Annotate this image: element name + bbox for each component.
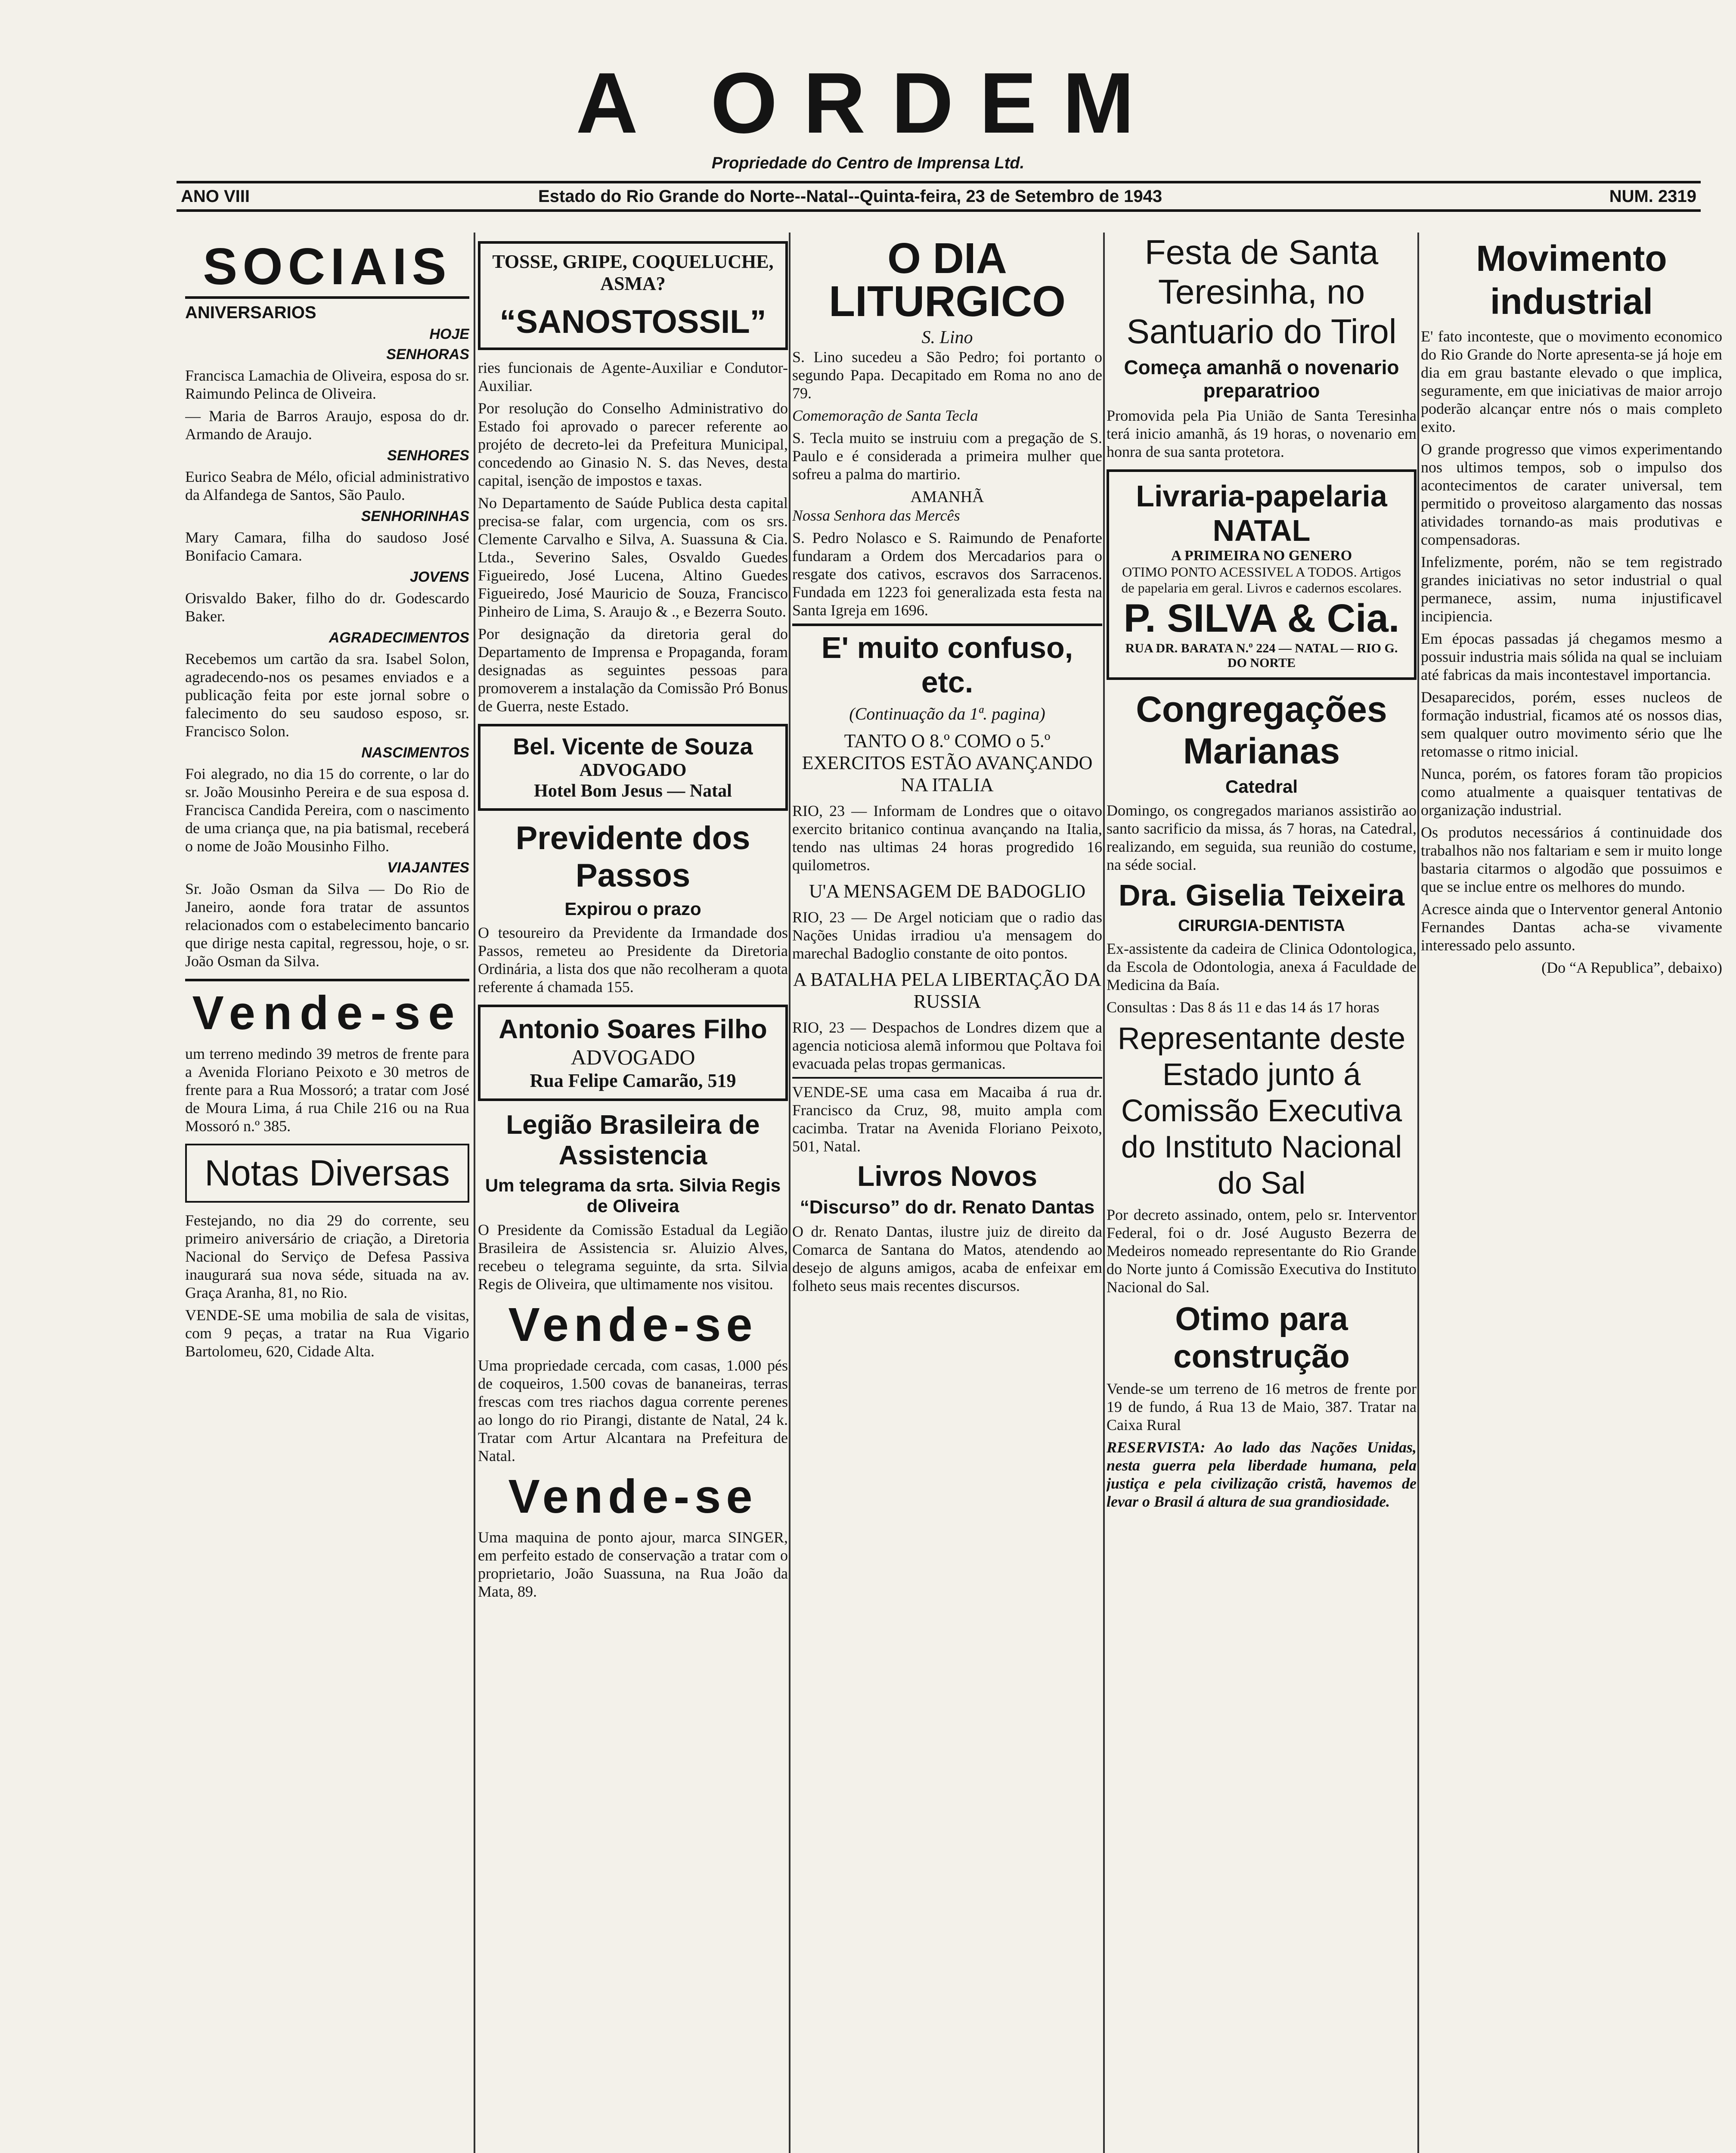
reservista-text: RESERVISTA: Ao lado das Nações Unidas, nesta guerra pela liberdade humana, pela justiça e pela civilização cristã, havemos de levar o Brasil á altura de sua grandiosidade.	[1107, 1439, 1417, 1510]
movimento-paragraph: E' fato inconteste, que o movimento economico do Rio Grande do Norte apresenta-se já hoje em dia em grau bastante elevado o que implica, seguramente, em que iniciativas de maior arrojo poderão alcançar entre nós o mais completo exito.	[1421, 328, 1722, 435]
vende-se-text: Uma propriedade cercada, com casas, 1.000 pés de coqueiros, 1.500 covas de bananeiras, terras frescas com tres riachos dagua corrente perenes ao longo do rio Pirangi, distante de Natal, 24 k. Tratar com Artur Alcantara na Prefeitura de Natal.	[478, 1357, 788, 1464]
senhoras-label: SENHORAS	[386, 346, 469, 363]
previdente-title: Previdente dos Passos	[515, 820, 750, 894]
livraria-text: OTIMO PONTO ACESSIVEL A TODOS. Artigos de papelaria em geral. Livros e cadernos escolares.	[1121, 564, 1402, 596]
livraria-address: RUA DR. BARATA N.º 224 — NATAL — RIO G. DO NORTE	[1125, 641, 1398, 670]
viajantes-label: VIAJANTES	[387, 859, 469, 876]
livros-novos-text: O dr. Renato Dantas, ilustre juiz de direito da Comarca de Santana do Matos, atendendo ao desejo de alguns amigos, acaba de enfeixar em folheto seus mais recentes discursos.	[792, 1223, 1102, 1294]
news-paragraph: RIO, 23 — De Argel noticiam que o radio das Nações Unidas irradiou u'a mensagem do marechal Badoglio constante de oito pontos.	[792, 909, 1102, 962]
sanostossil-ad	[478, 241, 788, 350]
giselia-consultas: Consultas : Das 8 ás 11 e das 14 ás 17 horas	[1107, 999, 1380, 1016]
column-paragraph: No Departamento de Saúde Publica desta capital precisa-se falar, com urgencia, com os srs. Clemente Carvalho e Silva, A. Suassuna & Cia. Ltda., Severino Sales, Osvaldo Guedes Figueiredo, José Lucena, Altino Guedes Figueiredo, José Mauricio de Souza, Francisco Pinheiro de Lima, S. Araujo & ., e Bezerra Souto.	[478, 494, 788, 620]
liturgico-paragraph: Nossa Senhora das Mercês	[792, 507, 960, 524]
dateline-number: NUM. 2319	[1609, 187, 1696, 206]
sociais-paragraph: Mary Camara, filha do saudoso José Bonifacio Camara.	[185, 529, 469, 564]
livraria-subtitle: A PRIMEIRA NO GENERO	[1171, 548, 1352, 564]
vende-se-title: Vende-se	[508, 1298, 758, 1351]
movimento-paragraph: Em épocas passadas já chegamos mesmo a possuir industria mais sólida na qual se incluiam até fabricas da mais incontestavel importancia.	[1421, 630, 1722, 683]
notas-diversas-title: Notas Diversas	[205, 1153, 450, 1193]
livros-novos-subtitle: “Discurso” do dr. Renato Dantas	[800, 1197, 1095, 1218]
column-rule	[474, 233, 475, 2153]
congregacoes-text: Domingo, os congregados marianos assistirão ao santo sacrificio da missa, ás 7 horas, na Catedral, realizando, em seguida, sua reunião do costume, na séde social.	[1107, 802, 1417, 873]
legiao-subtitle: Um telegrama da srta. Silvia Regis de Oliveira	[485, 1175, 781, 1216]
legiao-title: Legião Brasileira de Assistencia	[506, 1110, 760, 1170]
news-paragraph: RIO, 23 — Informam de Londres que o oitavo exercito britanico continua avançando na Italia, tendo nas ultimas 24 horas progredido 16 quilometros.	[792, 802, 1102, 874]
sociais-paragraph: Sr. João Osman da Silva — Do Rio de Janeiro, aonde fora tratar de assuntos relacionados com o estabelecimento bancario que dirige nesta capital, regressou, hoje, o sr. João Osman da Silva.	[185, 880, 469, 970]
vicente-address: Hotel Bom Jesus — Natal	[534, 781, 732, 801]
column-rule	[789, 233, 790, 2153]
newspaper-title: A ORDEM	[576, 55, 1160, 151]
column-five	[1421, 233, 1722, 2153]
giselia-role: CIRURGIA-DENTISTA	[1178, 917, 1345, 935]
vicente-souza-ad	[478, 724, 788, 811]
divider	[185, 979, 469, 981]
sociais-paragraph: Recebemos um cartão da sra. Isabel Solon, agradecendo-nos os pesames enviados e a publicação feita por este jornal sobre o falecimento do seu saudoso esposo, sr. Francisco Solon.	[185, 650, 469, 740]
column-paragraph: ries funcionais de Agente-Auxiliar e Condutor-Auxiliar.	[478, 359, 788, 394]
column-rule	[1103, 233, 1105, 2153]
festa-text: Promovida pela Pia União de Santa Teresinha terá inicio amanhã, ás 19 horas, o novenario em honra de sua santa protetora.	[1107, 407, 1417, 460]
liturgico-paragraph: S. Tecla muito se instruiu com a pregação de S. Paulo e é considerada a primeira mulher que sofreu a palma do martirio.	[792, 429, 1102, 483]
column-two	[478, 233, 788, 2153]
previdente-text: O tesoureiro da Previdente da Irmandade dos Passos, remeteu ao Presidente da Diretoria Ordinária, a lista dos que não recolheram a quota referente á chamada 155.	[478, 924, 788, 996]
sociais-paragraph: Foi alegrado, no dia 15 do corrente, o lar do sr. João Mousinho Pereira e de sua esposa d. Francisca Candida Pereira, com o nascimento de uma criança que, na pia batismal, receberá o nome de João Mousinho Filho.	[185, 765, 469, 855]
livraria-title: Livraria-papelaria NATAL	[1136, 479, 1387, 547]
otimo-construcao-title: Otimo para construção	[1173, 1301, 1350, 1375]
vicente-name: Bel. Vicente de Souza	[513, 734, 753, 760]
muito-confuso-title: E' muito confuso, etc.	[792, 624, 1102, 699]
festa-title: Festa de Santa Teresinha, no Santuario do Tirol	[1126, 233, 1397, 351]
dateline	[177, 181, 1701, 212]
liturgico-paragraph: S. Lino sucedeu a São Pedro; foi portanto o segundo Papa. Decapitado em Roma no ano de 79.	[792, 348, 1102, 402]
movimento-title: Movimento industrial	[1476, 238, 1667, 322]
sociais-paragraph: Francisca Lamachia de Oliveira, esposa do sr. Raimundo Pelinca de Oliveira.	[185, 367, 469, 402]
nascimentos-label: NASCIMENTOS	[361, 745, 469, 761]
movimento-paragraph: Nunca, porém, os fatores foram tão propicios como atualmente a quaisquer tentativas de organização industrial.	[1421, 765, 1722, 819]
column-paragraph: Por resolução do Conselho Administrativo do Estado foi aprovado o parecer referente ao projéto de decreto-lei da Prefeitura Municipal, concedendo ao Ginasio N. S. das Neves, desta capital, isenção de impostos e taxas.	[478, 400, 788, 489]
movimento-paragraph: Infelizmente, porém, não se tem registrado grandes iniciativas no setor industrial o qual permanece, assim, numa injustificavel incipiencia.	[1421, 553, 1722, 625]
vende-se-text: VENDE-SE uma casa em Macaiba á rua dr. Francisco da Cruz, 98, muito ampla com cacimba. Tratar na Avenida Floriano Peixoto, 501, Natal.	[792, 1077, 1102, 1155]
agradecimentos-label: AGRADECIMENTOS	[329, 630, 469, 646]
jovens-label: JOVENS	[410, 569, 469, 585]
amanha-label: AMANHÃ	[910, 488, 984, 506]
liturgico-paragraph: Comemoração de Santa Tecla	[792, 407, 978, 424]
movimento-paragraph: Os produtos necessários á continuidade dos trabalhos não nos faltariam e sem ir muito longe bastaria citarmos o algodão que possuimos e que se inclue entre os melhores do mundo.	[1421, 824, 1722, 895]
aniversarios-heading: ANIVERSARIOS	[185, 303, 316, 322]
giselia-text: Ex-assistente da cadeira de Clinica Odontologica, da Escola de Odontologia, anexa á Faculdade de Medicina da Baía.	[1107, 940, 1417, 993]
notas-text: VENDE-SE uma mobilia de sala de visitas, com 9 peças, a tratar na Rua Vigario Bartolomeu, 620, Cidade Alta.	[185, 1306, 469, 1360]
festa-subtitle: Começa amanhã o novenario preparatrioo	[1124, 356, 1399, 402]
antonio-soares-ad	[478, 1005, 788, 1101]
congregacoes-subtitle: Catedral	[1225, 776, 1298, 797]
antonio-role: ADVOGADO	[570, 1045, 695, 1069]
news-heading: A BATALHA PELA LIBERTAÇÃO DA RUSSIA	[793, 969, 1102, 1012]
newspaper-subtitle: Propriedade do Centro de Imprensa Ltd.	[711, 154, 1025, 172]
senhorinhas-label: SENHORINHAS	[361, 508, 469, 524]
giselia-title: Dra. Giselia Teixeira	[1118, 878, 1405, 912]
news-heading: TANTO O 8.º COMO o 5.º EXERCITOS ESTÃO AVANÇANDO NA ITALIA	[802, 730, 1093, 795]
otimo-construcao-text: Vende-se um terreno de 16 metros de frente por 19 de fundo, á Rua 13 de Maio, 387. Tratar na Caixa Rural	[1107, 1380, 1417, 1433]
livros-novos-title: Livros Novos	[857, 1160, 1038, 1192]
representante-title: Representante deste Estado junto á Comissão Executiva do Instituto Nacional do Sal	[1117, 1021, 1406, 1201]
sanostossil-brand: “SANOSTOSSIL”	[499, 304, 766, 340]
muito-confuso-subtitle: (Continuação da 1ª. pagina)	[849, 704, 1045, 723]
livraria-brand: P. SILVA & Cia.	[1123, 596, 1400, 640]
dia-liturgico-saint: S. Lino	[921, 328, 973, 347]
dateline-date: Estado do Rio Grande do Norte--Natal--Quinta-feira, 23 de Setembro de 1943	[538, 187, 1162, 206]
notas-text: Festejando, no dia 29 do corrente, seu primeiro aniversário de criação, a Diretoria Nacional do Serviço de Defesa Passiva inaugurará sua nova séde, situada na av. Graça Aranha, 81, no Rio.	[185, 1212, 469, 1301]
vende-se-text: um terreno medindo 39 metros de frente para a Avenida Floriano Peixoto e 30 metros de frente para a Rua Mossoró; a tratar com José de Moura Lima, á rua Chile 216 ou na Rua Mossoró n.º 385.	[185, 1045, 469, 1135]
vende-se-title: Vende-se	[192, 987, 462, 1039]
sociais-paragraph: Orisvaldo Baker, filho do dr. Godescardo Baker.	[185, 589, 469, 625]
sociais-paragraph: — Maria de Barros Araujo, esposa do dr. Armando de Araujo.	[185, 407, 469, 443]
notas-diversas-box	[185, 1144, 469, 1203]
sociais-paragraph: Eurico Seabra de Mélo, oficial administrativo da Alfandega de Santos, São Paulo.	[185, 468, 469, 503]
column-paragraph: Por designação da diretoria geral do Departamento de Imprensa e Propaganda, foram designadas as seguintes pessoas para promoverem a instalação da Comissão Pró Bonus de Guerra, neste Estado.	[478, 625, 788, 715]
vicente-role: ADVOGADO	[579, 760, 687, 780]
vende-se-text: Uma maquina de ponto ajour, marca SINGER, em perfeito estado de conservação a tratar com o proprietario, João Suassuna, na Rua João da Mata, 89.	[478, 1529, 788, 1600]
antonio-name: Antonio Soares Filho	[499, 1014, 767, 1044]
dia-liturgico-title: O DIA LITURGICO	[829, 234, 1066, 326]
antonio-address: Rua Felipe Camarão, 519	[530, 1070, 736, 1091]
sociais-title: SOCIAIS	[185, 237, 469, 299]
previdente-subtitle: Expirou o prazo	[564, 899, 701, 919]
dateline-year: ANO VIII	[181, 187, 250, 206]
vende-se-title: Vende-se	[508, 1470, 758, 1523]
column-four	[1107, 233, 1417, 2153]
masthead	[0, 55, 1736, 173]
movimento-source: (Do “A Republica”, debaixo)	[1541, 959, 1722, 976]
column-sociais	[185, 233, 469, 2153]
representante-text: Por decreto assinado, ontem, pelo sr. Interventor Federal, foi o dr. José Augusto Bezerra de Medeiros nomeado representante do Rio Grande do Norte junto á Comissão Executiva do Instituto Nacional do Sal.	[1107, 1206, 1417, 1296]
congregacoes-title: Congregações Marianas	[1136, 689, 1387, 771]
liturgico-paragraph: S. Pedro Nolasco e S. Raimundo de Penaforte fundaram a Ordem dos Mercadarios para o resgate dos cativos, escravos dos Sarracenos. Fundada em 1223 foi generalizada esta festa na Santa Igreja em 1696.	[792, 529, 1102, 619]
column-rule	[1417, 233, 1419, 2153]
hoje-label: HOJE	[429, 326, 469, 342]
movimento-paragraph: O grande progresso que vimos experimentando nos ultimos tempos, sob o impulso dos acontecimentos de carater universal, tem permitido o proveitoso alargamento das nossas atividades tornando-as mais produtivas e compensadoras.	[1421, 441, 1722, 548]
news-heading: U'A MENSAGEM DE BADOGLIO	[809, 881, 1086, 902]
livraria-natal-ad	[1107, 469, 1417, 680]
column-three	[792, 233, 1102, 2153]
senhores-label: SENHORES	[387, 447, 469, 464]
sanostossil-question: TOSSE, GRIPE, COQUELUCHE, ASMA?	[492, 251, 774, 294]
movimento-paragraph: Desaparecidos, porém, esses nucleos de formação industrial, ficamos até os nossos dias, sem qualquer outro movimento sério que lhe retomasse o ritmo inicial.	[1421, 689, 1722, 760]
news-paragraph: RIO, 23 — Despachos de Londres dizem que a agencia noticiosa alemã informou que Poltava foi evacuada pelas tropas germanicas.	[792, 1019, 1102, 1072]
legiao-text: O Presidente da Comissão Estadual da Legião Brasileira de Assistencia sr. Aluizio Alves, recebeu o telegrama seguinte, da srta. Silvia Regis de Oliveira, que ultimamente nos visitou.	[478, 1221, 788, 1293]
movimento-paragraph: Acresce ainda que o Interventor general Antonio Fernandes Dantas acha-se vivamente interessado pelo assunto.	[1421, 900, 1722, 954]
